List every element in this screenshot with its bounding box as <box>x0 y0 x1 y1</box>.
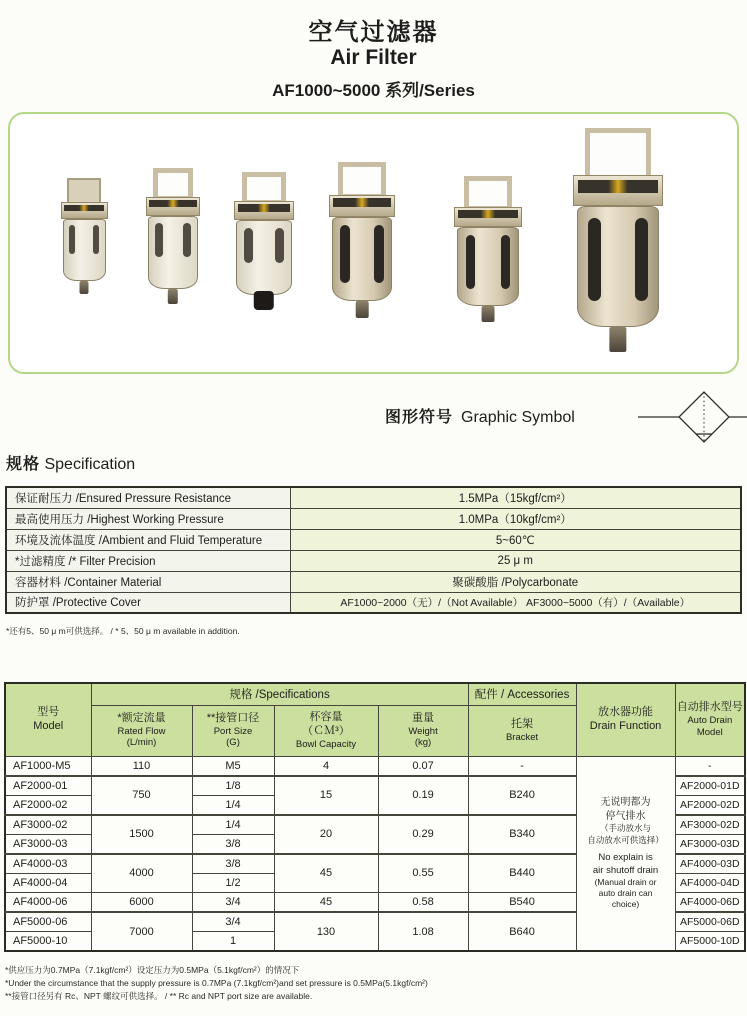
cell-model: AF5000-06 <box>5 912 91 932</box>
filter-drain <box>168 289 178 304</box>
filter-sight-slot <box>340 225 349 283</box>
spec-row <box>6 529 741 550</box>
cell-port: 3/8 <box>192 834 274 854</box>
spec-value: 25 μ m <box>290 550 741 571</box>
col-header-weight: 重量 Weight (kg) <box>378 705 468 756</box>
spec-row <box>6 508 741 529</box>
cell-port: 1/4 <box>192 795 274 815</box>
cell-flow: 1500 <box>91 815 192 854</box>
spec-value: 1.5MPa（15kgf/cm²） <box>290 487 741 508</box>
filter-bowl <box>63 219 106 282</box>
filter-bowl <box>577 206 660 327</box>
filter-head <box>61 202 108 218</box>
spec-label: 防护罩 /Protective Cover <box>6 592 290 613</box>
filter-sight-slot <box>155 223 163 257</box>
spec-heading-en: Specification <box>44 456 136 473</box>
spec-row <box>6 487 741 508</box>
cell-weight: 1.08 <box>378 912 468 951</box>
cell-model: AF4000-03 <box>5 854 91 874</box>
filter-sight-slot <box>93 225 100 254</box>
filter-label-band <box>149 200 196 208</box>
filter-sight-slot <box>69 225 76 254</box>
cell-model: AF2000-02 <box>5 795 91 815</box>
spec-heading-cn: 规格 <box>6 456 41 473</box>
drain-en-line: (Manual drain or <box>594 876 657 887</box>
cell-model: AF2000-01 <box>5 776 91 796</box>
filter-drain <box>356 301 369 318</box>
filter-sight-slot <box>466 235 476 289</box>
product-photo-5 <box>452 176 524 322</box>
filter-handle <box>585 128 650 182</box>
cell-port: 3/4 <box>192 912 274 932</box>
spec-row <box>6 571 741 592</box>
drain-en-line: No explain is <box>598 852 653 864</box>
drain-cn-line: 无说明都为 <box>600 797 651 809</box>
graphic-symbol-label-en: Graphic Symbol <box>461 409 575 426</box>
col-header-drain-function: 放水器功能 Drain Function <box>576 683 675 756</box>
cell-bowl: 15 <box>274 776 378 815</box>
cell-auto-drain: AF5000-06D <box>675 912 745 932</box>
spec-footnote: *还有5、50 μ m可供选择。 / * 5、50 μ m available in addition. <box>6 626 240 636</box>
col-header-model: 型号 Model <box>5 683 91 756</box>
spec-value: AF1000~2000（无）/（Not Available） AF3000~5000（有）/（Available） <box>290 592 741 613</box>
cell-model: AF4000-06 <box>5 893 91 913</box>
filter-head <box>573 175 663 206</box>
table-header-row <box>5 683 745 705</box>
cell-weight: 0.07 <box>378 756 468 776</box>
filter-sight-slot <box>635 218 648 301</box>
cell-auto-drain: AF4000-06D <box>675 893 745 913</box>
cell-port: M5 <box>192 756 274 776</box>
col-group-specifications: 规格 /Specifications <box>91 683 468 705</box>
footnote-port-thread: **接管口径另有 Rc、NPT 螺纹可供选择。 / ** Rc and NPT port size are available. <box>5 991 313 1002</box>
filter-sight-slot <box>374 225 383 283</box>
cell-bowl: 4 <box>274 756 378 776</box>
filter-bowl <box>332 217 392 301</box>
filter-bowl <box>148 216 198 289</box>
filter-bowl <box>457 227 519 306</box>
cell-bowl: 45 <box>274 854 378 893</box>
filter-drain <box>80 281 89 294</box>
cell-port: 1/8 <box>192 776 274 796</box>
cell-bowl: 20 <box>274 815 378 854</box>
cell-bracket: B240 <box>468 776 576 815</box>
cell-auto-drain: AF4000-03D <box>675 854 745 874</box>
product-photo-1 <box>59 178 109 294</box>
product-photo-4 <box>327 162 397 318</box>
cell-flow: 750 <box>91 776 192 815</box>
filter-label-band <box>333 198 390 207</box>
cell-bracket: - <box>468 756 576 776</box>
cell-bracket: B640 <box>468 912 576 951</box>
cell-bracket: B440 <box>468 854 576 893</box>
spec-label: *过滤精度 /* Filter Precision <box>6 550 290 571</box>
spec-value: 1.0MPa（10kgf/cm²） <box>290 508 741 529</box>
cell-auto-drain: AF2000-02D <box>675 795 745 815</box>
filter-drain <box>609 327 626 352</box>
product-photo-2 <box>144 168 202 304</box>
cell-flow: 4000 <box>91 854 192 893</box>
col-header-bracket: 托架 Bracket <box>468 705 576 756</box>
cell-auto-drain: AF2000-01D <box>675 776 745 796</box>
cell-model: AF1000-M5 <box>5 756 91 776</box>
cell-auto-drain: - <box>675 756 745 776</box>
filter-label-band <box>458 210 517 218</box>
graphic-symbol-label <box>385 404 575 427</box>
drain-en-line: auto drain can <box>598 888 653 899</box>
model-table <box>4 682 746 952</box>
cell-model: AF5000-10 <box>5 932 91 952</box>
spec-label: 环境及流体温度 /Ambient and Fluid Temperature <box>6 529 290 550</box>
product-photo-6 <box>570 128 666 352</box>
cell-weight: 0.58 <box>378 893 468 913</box>
drain-en-line: choice) <box>611 899 640 910</box>
product-photo-3 <box>232 172 296 310</box>
filter-sight-slot <box>275 228 283 263</box>
spec-section-heading <box>6 451 135 474</box>
filter-label-band <box>238 204 290 212</box>
cell-port: 1 <box>192 932 274 952</box>
cell-port: 1/2 <box>192 873 274 893</box>
col-header-auto-drain: 自动排水型号 Auto Drain Model <box>675 683 745 756</box>
footnote-supply-pressure-cn: *供应压力为0.7MPa（7.1kgf/cm²）设定压力为0.5MPa（5.1kgf/cm²）的情况下 <box>5 965 300 975</box>
cell-port: 3/4 <box>192 893 274 913</box>
spec-label: 容器材料 /Container Material <box>6 571 290 592</box>
filter-sight-slot <box>501 235 511 289</box>
spec-label: 最高使用压力 /Highest Working Pressure <box>6 508 290 529</box>
cell-bowl: 45 <box>274 893 378 913</box>
footnote-supply-pressure-en: *Under the circumstance that the supply pressure is 0.7MPa (7.1kgf/cm²)and set pressure is 0.5MPa(5.1kgf/cm²) <box>5 978 428 989</box>
spec-row <box>6 592 741 613</box>
spec-value: 5~60℃ <box>290 529 741 550</box>
cell-model: AF3000-03 <box>5 834 91 854</box>
cell-weight: 0.19 <box>378 776 468 815</box>
drain-en-line: air shutoff drain <box>592 864 659 876</box>
filter-drain <box>482 306 495 322</box>
filter-sight-slot <box>244 228 252 263</box>
page-title-cn: 空气过滤器 <box>308 19 439 46</box>
filter-sight-slot <box>183 223 191 257</box>
col-group-accessories: 配件 / Accessories <box>468 683 576 705</box>
filter-drain-knob <box>254 291 274 310</box>
product-photo-panel <box>8 112 739 374</box>
cell-weight: 0.29 <box>378 815 468 854</box>
col-header-rated-flow: *额定流量 Rated Flow (L/min) <box>91 705 192 756</box>
filter-sight-slot <box>588 218 601 301</box>
cell-auto-drain: AF3000-02D <box>675 815 745 835</box>
filter-bowl <box>236 220 291 295</box>
cell-bowl: 130 <box>274 912 378 951</box>
page-title-en: Air Filter <box>330 46 417 69</box>
filter-head <box>329 195 395 217</box>
cell-model: AF4000-04 <box>5 873 91 893</box>
cell-bracket: B340 <box>468 815 576 854</box>
graphic-symbol-label-cn: 图形符号 <box>385 409 454 426</box>
col-header-bowl-capacity: 杯容量 （ＣＭ³） Bowl Capacity <box>274 705 378 756</box>
col-header-port-size: **接管口径 Port Size (G) <box>192 705 274 756</box>
cell-flow: 7000 <box>91 912 192 951</box>
drain-cn-line: 自动放水可供选择） <box>587 834 664 845</box>
filter-schematic-icon <box>638 389 747 449</box>
page-footnotes <box>5 964 428 1004</box>
cell-auto-drain: AF4000-04D <box>675 873 745 893</box>
cell-auto-drain: AF5000-10D <box>675 932 745 952</box>
page-title-series: AF1000~5000 系列/Series <box>272 81 475 100</box>
cell-port: 1/4 <box>192 815 274 835</box>
filter-head <box>454 207 522 227</box>
spec-label: 保证耐压力 /Ensured Pressure Resistance <box>6 487 290 508</box>
filter-label-band <box>64 205 105 211</box>
cell-port: 3/8 <box>192 854 274 874</box>
cell-flow: 6000 <box>91 893 192 913</box>
cell-weight: 0.55 <box>378 854 468 893</box>
drain-cn-line: 停气排水 <box>605 810 646 822</box>
drain-cn-line: （手动放水与 <box>600 823 652 834</box>
spec-row <box>6 550 741 571</box>
cell-drain-function <box>576 756 675 951</box>
spec-table <box>5 486 742 614</box>
filter-head <box>146 197 201 216</box>
cell-flow: 110 <box>91 756 192 776</box>
filter-label-band <box>578 180 657 193</box>
filter-head <box>234 201 294 220</box>
cell-model: AF3000-02 <box>5 815 91 835</box>
cell-bracket: B540 <box>468 893 576 913</box>
spec-value: 聚碳酸脂 /Polycarbonate <box>290 571 741 592</box>
table-row <box>5 756 745 776</box>
cell-auto-drain: AF3000-03D <box>675 834 745 854</box>
